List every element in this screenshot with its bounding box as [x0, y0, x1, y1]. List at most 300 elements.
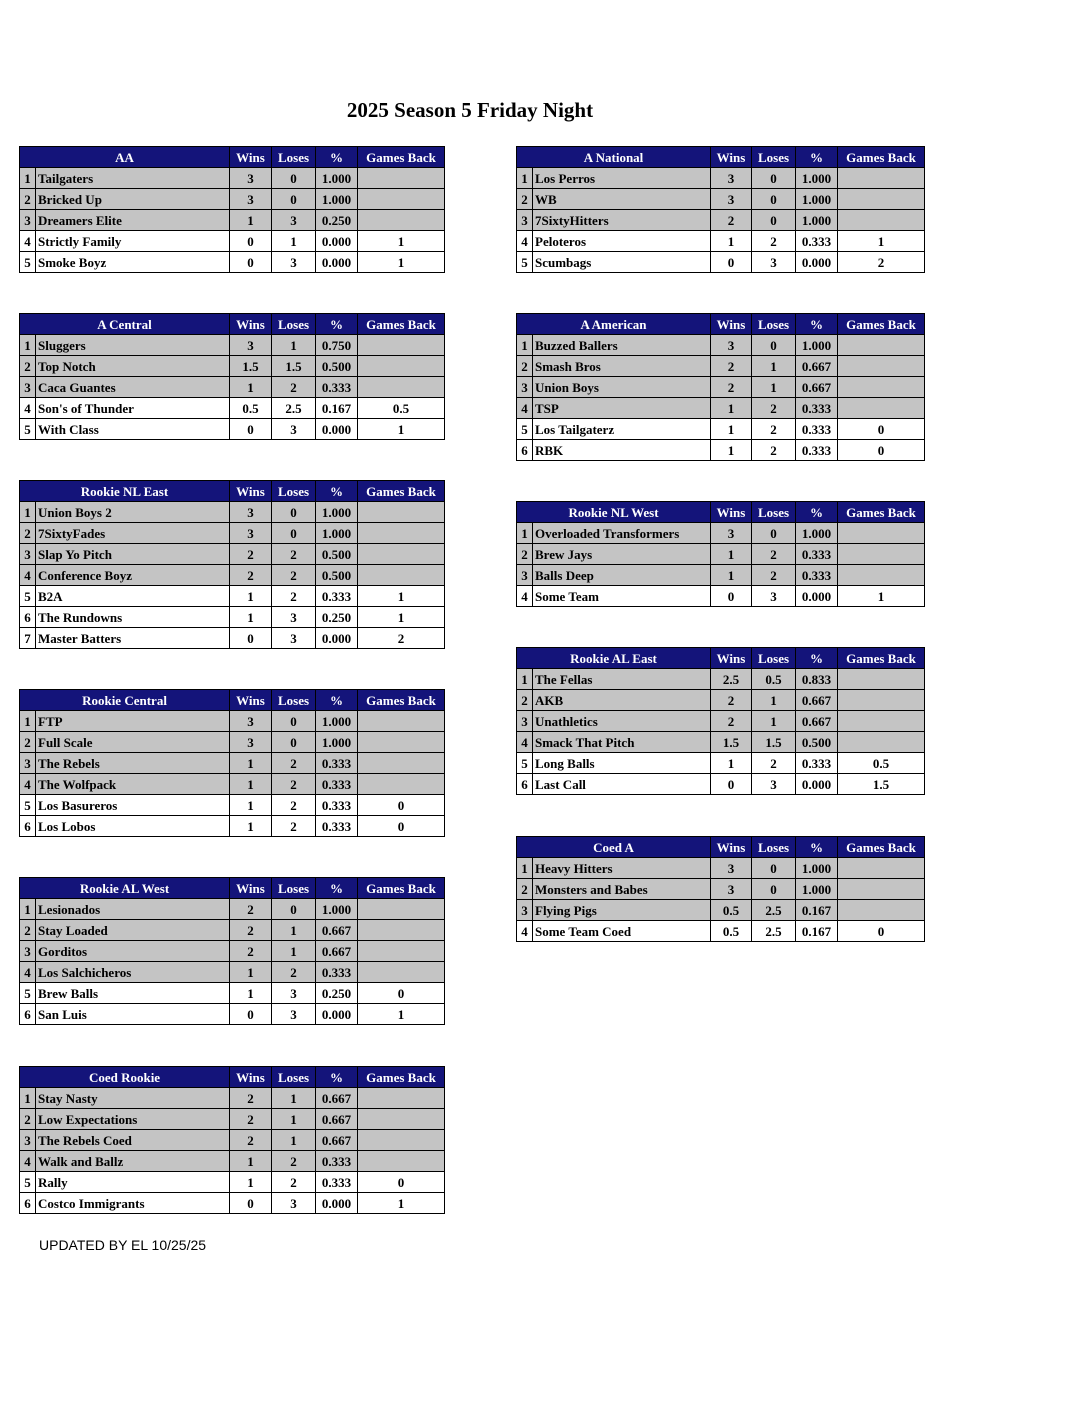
loses-cell: 0	[752, 523, 796, 544]
loses-cell: 2	[272, 774, 316, 795]
wins-cell: 2	[711, 377, 752, 398]
team-name-cell: Last Call	[533, 774, 711, 795]
loses-cell: 0	[752, 168, 796, 189]
pct-cell: 0.333	[796, 440, 838, 461]
games-back-cell: 2	[358, 628, 445, 649]
games-back-cell	[358, 1151, 445, 1172]
header-row	[20, 690, 445, 711]
team-name-cell: TSP	[533, 398, 711, 419]
loses-cell: 3	[272, 607, 316, 628]
rank-cell: 4	[20, 565, 36, 586]
column-header-pct: %	[316, 690, 358, 711]
games-back-cell	[838, 335, 925, 356]
loses-cell: 2	[752, 440, 796, 461]
rank-cell: 4	[20, 231, 36, 252]
wins-cell: 3	[230, 523, 272, 544]
team-name-cell: Gorditos	[36, 941, 230, 962]
team-name-cell: AKB	[533, 690, 711, 711]
rank-cell: 5	[20, 419, 36, 440]
pct-cell: 0.000	[316, 1193, 358, 1214]
games-back-cell	[358, 732, 445, 753]
team-name-cell: The Rundowns	[36, 607, 230, 628]
games-back-cell: 1.5	[838, 774, 925, 795]
team-name-cell: Dreamers Elite	[36, 210, 230, 231]
rank-cell: 1	[20, 1088, 36, 1109]
table-row	[517, 732, 925, 753]
games-back-cell	[838, 210, 925, 231]
loses-cell: 3	[752, 774, 796, 795]
team-name-cell: Master Batters	[36, 628, 230, 649]
standings-table-a-national	[516, 146, 925, 273]
loses-cell: 0	[272, 168, 316, 189]
wins-cell: 1	[230, 816, 272, 837]
wins-cell: 1	[711, 398, 752, 419]
pct-cell: 0.500	[316, 356, 358, 377]
pct-cell: 0.667	[316, 1130, 358, 1151]
wins-cell: 1	[230, 607, 272, 628]
team-name-cell: 7SixtyHitters	[533, 210, 711, 231]
table-row	[20, 1004, 445, 1025]
wins-cell: 0	[711, 586, 752, 607]
loses-cell: 2	[272, 962, 316, 983]
pct-cell: 0.500	[796, 732, 838, 753]
column-header-wins: Wins	[230, 1067, 272, 1088]
games-back-cell: 0.5	[358, 398, 445, 419]
column-header-wins: Wins	[230, 878, 272, 899]
team-name-cell: Los Perros	[533, 168, 711, 189]
team-name-cell: Caca Guantes	[36, 377, 230, 398]
table-row	[517, 753, 925, 774]
table-row	[20, 189, 445, 210]
games-back-cell	[358, 753, 445, 774]
rank-cell: 3	[20, 377, 36, 398]
rank-cell: 4	[20, 962, 36, 983]
division-name: A Central	[20, 314, 230, 335]
pct-cell: 0.333	[796, 753, 838, 774]
division-name: Coed A	[517, 837, 711, 858]
pct-cell: 0.667	[316, 1088, 358, 1109]
table-row	[20, 816, 445, 837]
team-name-cell: Union Boys 2	[36, 502, 230, 523]
rank-cell: 4	[517, 586, 533, 607]
loses-cell: 1	[272, 920, 316, 941]
team-name-cell: RBK	[533, 440, 711, 461]
loses-cell: 1	[752, 356, 796, 377]
team-name-cell: Monsters and Babes	[533, 879, 711, 900]
header-row	[20, 878, 445, 899]
games-back-cell	[358, 565, 445, 586]
games-back-cell	[358, 356, 445, 377]
wins-cell: 2	[230, 1088, 272, 1109]
rank-cell: 1	[20, 168, 36, 189]
standings-table-rookie-nl-west	[516, 501, 925, 607]
pct-cell: 0.333	[316, 795, 358, 816]
table-row	[20, 795, 445, 816]
column-header-pct: %	[316, 481, 358, 502]
division-name: Rookie AL West	[20, 878, 230, 899]
pct-cell: 1.000	[796, 210, 838, 231]
column-header-wins: Wins	[230, 147, 272, 168]
wins-cell: 1	[230, 210, 272, 231]
pct-cell: 0.250	[316, 983, 358, 1004]
team-name-cell: Smack That Pitch	[533, 732, 711, 753]
column-header-pct: %	[796, 648, 838, 669]
wins-cell: 3	[711, 858, 752, 879]
rank-cell: 2	[517, 879, 533, 900]
standings-table-rookie-al-east	[516, 647, 925, 795]
rank-cell: 3	[20, 210, 36, 231]
wins-cell: 1	[711, 544, 752, 565]
games-back-cell	[358, 899, 445, 920]
wins-cell: 0	[230, 1193, 272, 1214]
loses-cell: 1.5	[272, 356, 316, 377]
column-header-loses: Loses	[752, 648, 796, 669]
pct-cell: 0.250	[316, 210, 358, 231]
team-name-cell: The Fellas	[533, 669, 711, 690]
table-row	[20, 1151, 445, 1172]
team-name-cell: Stay Loaded	[36, 920, 230, 941]
games-back-cell: 0	[358, 983, 445, 1004]
column-header-wins: Wins	[711, 648, 752, 669]
loses-cell: 2	[752, 753, 796, 774]
loses-cell: 1	[752, 690, 796, 711]
games-back-cell: 0	[838, 440, 925, 461]
wins-cell: 0	[711, 252, 752, 273]
rank-cell: 2	[20, 356, 36, 377]
table-row	[517, 774, 925, 795]
pct-cell: 0.667	[316, 1109, 358, 1130]
games-back-cell: 1	[358, 607, 445, 628]
pct-cell: 0.000	[316, 419, 358, 440]
wins-cell: 0	[230, 1004, 272, 1025]
loses-cell: 2	[272, 1172, 316, 1193]
games-back-cell	[838, 690, 925, 711]
games-back-cell	[358, 711, 445, 732]
column-header-wins: Wins	[711, 147, 752, 168]
loses-cell: 2	[272, 586, 316, 607]
team-name-cell: Los Lobos	[36, 816, 230, 837]
loses-cell: 3	[272, 252, 316, 273]
wins-cell: 0	[230, 419, 272, 440]
column-header-pct: %	[796, 147, 838, 168]
pct-cell: 1.000	[316, 502, 358, 523]
loses-cell: 2	[272, 1151, 316, 1172]
table-row	[20, 628, 445, 649]
games-back-cell	[838, 565, 925, 586]
table-row	[517, 586, 925, 607]
games-back-cell	[838, 711, 925, 732]
column-header-wins: Wins	[230, 690, 272, 711]
wins-cell: 3	[230, 168, 272, 189]
loses-cell: 0	[752, 189, 796, 210]
table-row	[20, 523, 445, 544]
team-name-cell: Long Balls	[533, 753, 711, 774]
rank-cell: 2	[517, 690, 533, 711]
pct-cell: 0.833	[796, 669, 838, 690]
header-row	[20, 314, 445, 335]
wins-cell: 1	[230, 983, 272, 1004]
wins-cell: 2.5	[711, 669, 752, 690]
pct-cell: 0.500	[316, 565, 358, 586]
rank-cell: 6	[517, 440, 533, 461]
wins-cell: 2	[711, 210, 752, 231]
rank-cell: 1	[20, 502, 36, 523]
wins-cell: 1	[711, 440, 752, 461]
rank-cell: 3	[20, 544, 36, 565]
games-back-cell: 1	[358, 419, 445, 440]
rank-cell: 3	[20, 1130, 36, 1151]
column-header-games-back: Games Back	[358, 690, 445, 711]
pct-cell: 0.667	[796, 711, 838, 732]
standings-table-rookie-central	[19, 689, 445, 837]
wins-cell: 0	[711, 774, 752, 795]
table-row	[517, 711, 925, 732]
column-header-pct: %	[316, 147, 358, 168]
games-back-cell: 1	[358, 1004, 445, 1025]
team-name-cell: Union Boys	[533, 377, 711, 398]
column-header-pct: %	[316, 1067, 358, 1088]
wins-cell: 0.5	[711, 921, 752, 942]
pct-cell: 0.167	[316, 398, 358, 419]
division-name: AA	[20, 147, 230, 168]
pct-cell: 1.000	[796, 879, 838, 900]
table-row	[20, 502, 445, 523]
rank-cell: 7	[20, 628, 36, 649]
games-back-cell: 0	[358, 1172, 445, 1193]
rank-cell: 1	[517, 335, 533, 356]
column-header-games-back: Games Back	[838, 648, 925, 669]
team-name-cell: The Rebels	[36, 753, 230, 774]
team-name-cell: Slap Yo Pitch	[36, 544, 230, 565]
rank-cell: 3	[517, 565, 533, 586]
team-name-cell: FTP	[36, 711, 230, 732]
table-row	[517, 189, 925, 210]
wins-cell: 1.5	[230, 356, 272, 377]
pct-cell: 1.000	[796, 189, 838, 210]
table-row	[20, 711, 445, 732]
table-row	[517, 669, 925, 690]
games-back-cell	[358, 941, 445, 962]
loses-cell: 2.5	[752, 900, 796, 921]
column-header-pct: %	[796, 837, 838, 858]
pct-cell: 0.333	[316, 962, 358, 983]
rank-cell: 5	[517, 753, 533, 774]
loses-cell: 2	[752, 544, 796, 565]
pct-cell: 0.000	[316, 252, 358, 273]
table-row	[20, 774, 445, 795]
column-header-loses: Loses	[752, 837, 796, 858]
games-back-cell	[358, 1130, 445, 1151]
table-row	[20, 1130, 445, 1151]
games-back-cell	[838, 356, 925, 377]
team-name-cell: Los Basureros	[36, 795, 230, 816]
team-name-cell: Walk and Ballz	[36, 1151, 230, 1172]
pct-cell: 1.000	[316, 523, 358, 544]
team-name-cell: Bricked Up	[36, 189, 230, 210]
pct-cell: 0.000	[796, 252, 838, 273]
games-back-cell	[358, 1109, 445, 1130]
wins-cell: 1	[230, 795, 272, 816]
table-row	[517, 921, 925, 942]
wins-cell: 2	[230, 544, 272, 565]
games-back-cell: 0.5	[838, 753, 925, 774]
games-back-cell	[838, 377, 925, 398]
standings-table-aa	[19, 146, 445, 273]
column-header-loses: Loses	[272, 878, 316, 899]
column-header-loses: Loses	[272, 1067, 316, 1088]
pct-cell: 0.000	[796, 774, 838, 795]
division-name: Rookie Central	[20, 690, 230, 711]
table-row	[517, 168, 925, 189]
team-name-cell: Flying Pigs	[533, 900, 711, 921]
pct-cell: 0.333	[316, 774, 358, 795]
rank-cell: 4	[517, 231, 533, 252]
team-name-cell: Unathletics	[533, 711, 711, 732]
pct-cell: 0.333	[796, 565, 838, 586]
wins-cell: 3	[711, 168, 752, 189]
games-back-cell	[358, 523, 445, 544]
loses-cell: 0	[272, 502, 316, 523]
loses-cell: 3	[752, 586, 796, 607]
loses-cell: 2	[272, 544, 316, 565]
standings-table-coed-rookie	[19, 1066, 445, 1214]
pct-cell: 0.167	[796, 900, 838, 921]
rank-cell: 4	[20, 1151, 36, 1172]
pct-cell: 1.000	[796, 858, 838, 879]
team-name-cell: Tailgaters	[36, 168, 230, 189]
table-row	[517, 356, 925, 377]
rank-cell: 3	[517, 900, 533, 921]
wins-cell: 1	[230, 377, 272, 398]
team-name-cell: The Wolfpack	[36, 774, 230, 795]
games-back-cell	[838, 669, 925, 690]
games-back-cell: 0	[358, 816, 445, 837]
table-row	[517, 879, 925, 900]
table-row	[20, 962, 445, 983]
table-row	[20, 377, 445, 398]
pct-cell: 0.000	[796, 586, 838, 607]
loses-cell: 2	[272, 816, 316, 837]
loses-cell: 0	[752, 879, 796, 900]
pct-cell: 0.333	[316, 586, 358, 607]
loses-cell: 1	[272, 231, 316, 252]
rank-cell: 3	[517, 210, 533, 231]
table-row	[517, 544, 925, 565]
wins-cell: 1	[230, 1151, 272, 1172]
loses-cell: 0	[752, 335, 796, 356]
team-name-cell: San Luis	[36, 1004, 230, 1025]
table-row	[20, 920, 445, 941]
table-row	[20, 335, 445, 356]
team-name-cell: Heavy Hitters	[533, 858, 711, 879]
loses-cell: 0	[272, 732, 316, 753]
table-row	[517, 690, 925, 711]
games-back-cell: 2	[838, 252, 925, 273]
column-header-games-back: Games Back	[838, 147, 925, 168]
table-row	[517, 377, 925, 398]
loses-cell: 3	[272, 1004, 316, 1025]
division-name: Coed Rookie	[20, 1067, 230, 1088]
wins-cell: 0.5	[230, 398, 272, 419]
pct-cell: 0.250	[316, 607, 358, 628]
division-name: Rookie NL West	[517, 502, 711, 523]
standings-table-a-central	[19, 313, 445, 440]
rank-cell: 4	[517, 921, 533, 942]
games-back-cell	[358, 189, 445, 210]
column-header-games-back: Games Back	[358, 314, 445, 335]
wins-cell: 2	[230, 920, 272, 941]
wins-cell: 1	[230, 962, 272, 983]
games-back-cell	[838, 879, 925, 900]
rank-cell: 1	[20, 711, 36, 732]
pct-cell: 0.750	[316, 335, 358, 356]
pct-cell: 0.333	[316, 816, 358, 837]
pct-cell: 1.000	[316, 711, 358, 732]
rank-cell: 4	[517, 398, 533, 419]
pct-cell: 0.000	[316, 1004, 358, 1025]
team-name-cell: 7SixtyFades	[36, 523, 230, 544]
rank-cell: 2	[20, 523, 36, 544]
pct-cell: 0.333	[316, 1151, 358, 1172]
loses-cell: 2	[752, 419, 796, 440]
loses-cell: 1	[272, 1109, 316, 1130]
team-name-cell: Overloaded Transformers	[533, 523, 711, 544]
table-row	[20, 252, 445, 273]
rank-cell: 1	[517, 168, 533, 189]
pct-cell: 0.333	[316, 377, 358, 398]
wins-cell: 2	[230, 941, 272, 962]
table-row	[20, 899, 445, 920]
table-row	[20, 1193, 445, 1214]
loses-cell: 0	[272, 899, 316, 920]
team-name-cell: Smash Bros	[533, 356, 711, 377]
rank-cell: 1	[517, 523, 533, 544]
loses-cell: 2	[752, 565, 796, 586]
standings-table-rookie-nl-east	[19, 480, 445, 649]
team-name-cell: The Rebels Coed	[36, 1130, 230, 1151]
pct-cell: 1.000	[316, 189, 358, 210]
wins-cell: 3	[230, 189, 272, 210]
column-header-wins: Wins	[230, 314, 272, 335]
loses-cell: 2.5	[272, 398, 316, 419]
header-row	[517, 147, 925, 168]
rank-cell: 1	[20, 899, 36, 920]
loses-cell: 2.5	[752, 921, 796, 942]
games-back-cell	[838, 523, 925, 544]
wins-cell: 3	[711, 523, 752, 544]
wins-cell: 1	[711, 419, 752, 440]
rank-cell: 2	[517, 544, 533, 565]
wins-cell: 3	[230, 502, 272, 523]
games-back-cell: 1	[838, 231, 925, 252]
loses-cell: 3	[272, 628, 316, 649]
loses-cell: 3	[272, 1193, 316, 1214]
team-name-cell: Los Salchicheros	[36, 962, 230, 983]
table-row	[20, 210, 445, 231]
games-back-cell: 1	[838, 586, 925, 607]
wins-cell: 1.5	[711, 732, 752, 753]
pct-cell: 0.500	[316, 544, 358, 565]
wins-cell: 3	[711, 879, 752, 900]
loses-cell: 1	[752, 711, 796, 732]
team-name-cell: Top Notch	[36, 356, 230, 377]
pct-cell: 0.667	[316, 941, 358, 962]
table-row	[517, 335, 925, 356]
column-header-pct: %	[316, 878, 358, 899]
table-row	[517, 523, 925, 544]
updated-note: UPDATED BY EL 10/25/25	[39, 1237, 207, 1253]
table-row	[20, 1109, 445, 1130]
